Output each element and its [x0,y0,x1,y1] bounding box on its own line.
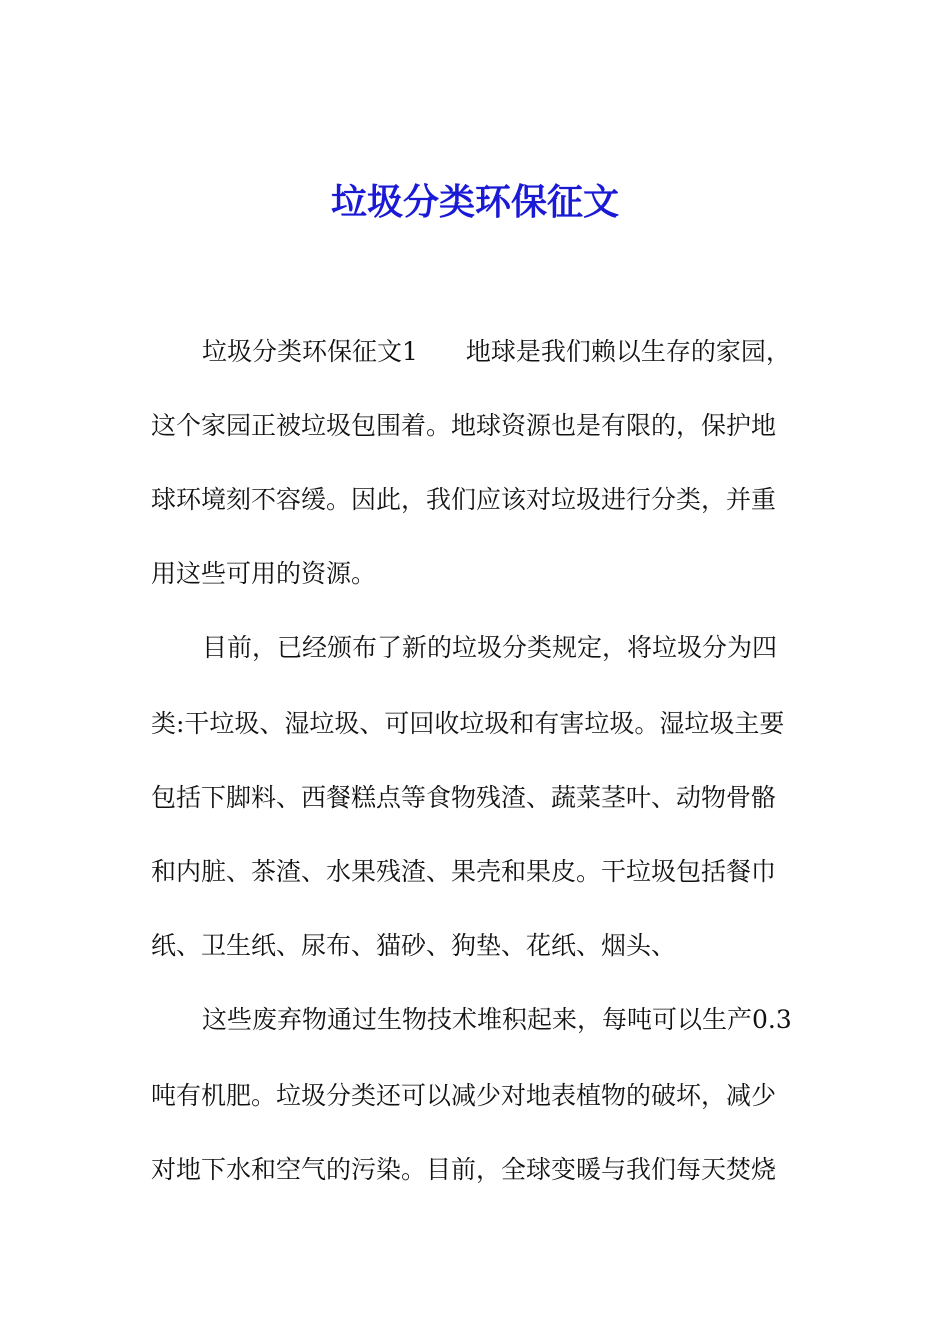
paragraph-line: 这个家园正被垃圾包围着。地球资源也是有限的，保护地 [151,411,777,440]
paragraph-line: 吨有机肥。垃圾分类还可以减少对地表植物的破坏，减少 [151,1081,777,1110]
document-title: 垃圾分类环保征文 [330,181,619,223]
section-heading: 垃圾分类环保征文1 [202,337,418,366]
paragraph-line: 球环境刻不容缓。因此，我们应该对垃圾进行分类，并重 [151,485,777,514]
paragraph-line: 包括下脚料、西餐糕点等食物残渣、蔬菜茎叶、动物骨骼 [151,783,777,812]
paragraph-line: 纸、卫生纸、尿布、猫砂、狗垫、花纸、烟头、 [151,931,677,960]
paragraph-line: 和内脏、茶渣、水果残渣、果壳和果皮。干垃圾包括餐巾 [151,857,777,886]
paragraph-line: 用这些可用的资源。 [151,559,377,588]
paragraph-line: 这些废弃物通过生物技术堆积起来，每吨可以生产0.3 [202,1005,792,1034]
paragraph-line [202,332,812,372]
paragraph-line: 类:干垃圾、湿垃圾、可回收垃圾和有害垃圾。湿垃圾主要 [151,709,785,738]
paragraph-line: 对地下水和空气的污染。目前，全球变暖与我们每天焚烧 [151,1155,777,1184]
paragraph-line: 目前，已经颁布了新的垃圾分类规定，将垃圾分为四 [202,633,778,662]
paragraph-text: 地球是我们赖以生存的家园， [465,337,791,366]
